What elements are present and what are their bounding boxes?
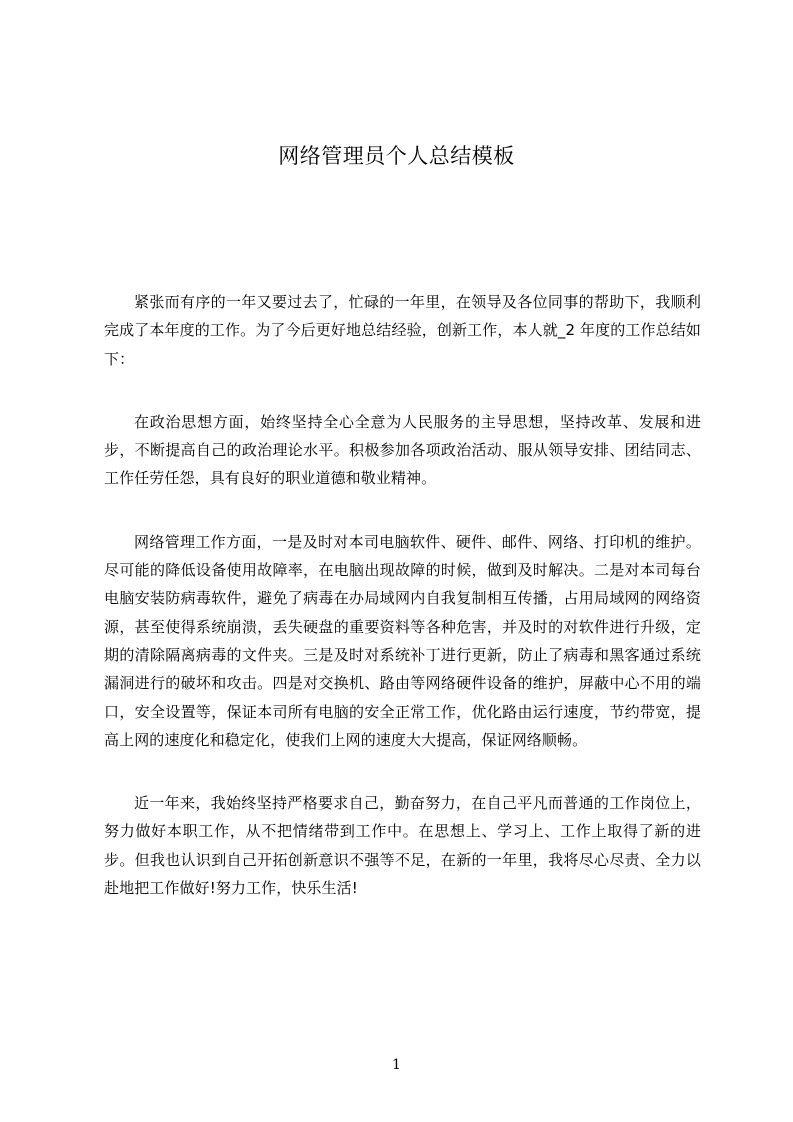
paragraph-conclusion: 近一年来，我始终坚持严格要求自己，勤奋努力，在自己平凡而普通的工作岗位上，努力做好本职工作，从不把情绪带到工作中。在思想上、学习上、工作上取得了新的进步。但我也认识到自己开拓创新意识不强等不足，在新的一年里，我将尽心尽责、全力以赴地把工作做好!努力工作，快乐生活! xyxy=(104,794,701,898)
paragraph-network-management: 网络管理工作方面，一是及时对本司电脑软件、硬件、邮件、网络、打印机的维护。尽可能的降低设备使用故障率，在电脑出现故障的时候，做到及时解决。二是对本司每台电脑安装防病毒软件，避免了病毒在办局域网内自我复制相互传播，占用局域网的网络资源，甚至使得系统崩溃，丢失硬盘的重要资料等各种危害，并及时的对软件进行升级，定期的清除隔离病毒的文件夹。三是及时对系统补丁进行更新，防止了病毒和黑客通过系统漏洞进行的破坏和攻击。四是对交换机、路由等网络硬件设备的维护，屏蔽中心不用的端口，安全设置等，保证本司所有电脑的安全正常工作，优化路由运行速度，节约带宽，提高上网的速度化和稳定化，使我们上网的速度大大提高，保证网络顺畅。 xyxy=(104,532,701,749)
paragraph-political-thought: 在政治思想方面，始终坚持全心全意为人民服务的主导思想，坚持改革、发展和进步，不断提高自己的政治理论水平。积极参加各项政治活动、服从领导安排、团结同志、工作任劳任怨，具有良好的职业道德和敬业精神。 xyxy=(104,412,701,488)
page-number: 1 xyxy=(392,1057,401,1073)
document-body xyxy=(104,288,701,937)
document-title: 网络管理员个人总结模板 xyxy=(278,144,515,168)
paragraph-intro: 紧张而有序的一年又要过去了，忙碌的一年里，在领导及各位同事的帮助下，我顺利完成了本年度的工作。为了今后更好地总结经验，创新工作，本人就_2 年度的工作总结如下： xyxy=(104,293,701,368)
